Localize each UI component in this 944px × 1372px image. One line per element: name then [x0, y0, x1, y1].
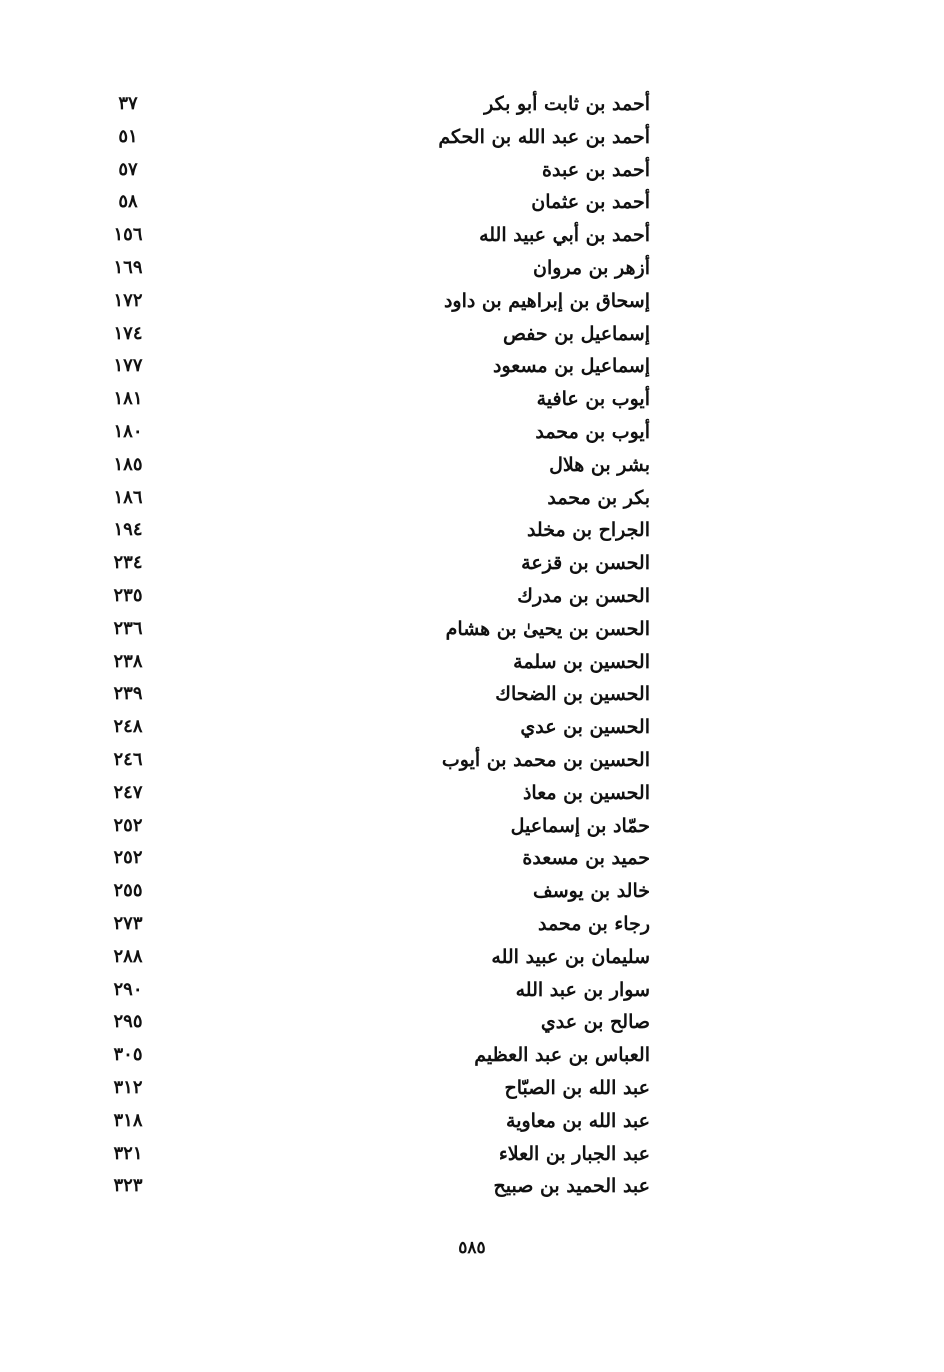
index-entry	[90, 580, 650, 613]
entry-name: أحمد بن عثمان	[531, 191, 650, 214]
index-entry	[90, 219, 650, 252]
entry-page-number: ٢٨٨	[113, 945, 143, 967]
entry-name: عبد الحميد بن صبيح	[493, 1175, 650, 1198]
entry-name: أحمد بن أبي عبيد الله	[479, 224, 650, 247]
entry-page-number: ٢٣٤	[113, 552, 143, 574]
entry-name: عبد الجبار بن العلاء	[498, 1142, 650, 1165]
index-entry	[90, 514, 650, 547]
entry-page-number: ٥٨	[118, 191, 138, 213]
entry-name: إسحاق بن إبراهيم بن داود	[443, 289, 650, 312]
entry-name: رجاء بن محمد	[537, 912, 650, 935]
index-entry	[90, 1170, 650, 1203]
entry-name: عبد الله بن الصبّاح	[504, 1076, 650, 1099]
index-entry	[90, 449, 650, 482]
entry-name: الحسين بن سلمة	[513, 650, 650, 673]
index-entry	[90, 1072, 650, 1105]
entry-name: الجراح بن مخلد	[526, 519, 650, 542]
index-entry	[90, 941, 650, 974]
entry-page-number: ٢٩٥	[113, 1011, 143, 1033]
index-entry	[90, 646, 650, 679]
entry-name: أحمد بن عبدة	[542, 158, 650, 181]
index-entry	[90, 350, 650, 383]
entry-page-number: ٢٤٦	[113, 748, 143, 770]
entry-page-number: ٣١٨	[113, 1109, 143, 1131]
entry-page-number: ٥٧	[118, 158, 138, 180]
entry-name: سوار بن عبد الله	[515, 978, 650, 1001]
name-index-list	[90, 88, 650, 1203]
entry-page-number: ١٨٦	[113, 486, 143, 508]
entry-page-number: ١٨٠	[113, 420, 143, 442]
entry-page-number: ٥١	[118, 125, 138, 147]
entry-name: أحمد بن عبد الله بن الحكم	[438, 125, 650, 148]
entry-name: عبد الله بن معاوية	[506, 1109, 650, 1132]
index-entry	[90, 1138, 650, 1171]
index-entry	[90, 88, 650, 121]
entry-name: الحسين بن محمد بن أيوب	[441, 748, 650, 771]
entry-page-number: ٣١٢	[113, 1076, 143, 1098]
entry-name: الحسين بن عدي	[520, 716, 650, 739]
entry-name: الحسن بن قزعة	[521, 552, 650, 575]
entry-name: أزهر بن مروان	[532, 256, 650, 279]
entry-page-number: ١٦٩	[113, 256, 143, 278]
entry-name: بكر بن محمد	[547, 486, 650, 509]
index-entry	[90, 547, 650, 580]
entry-page-number: ٢٥٥	[113, 880, 143, 902]
entry-name: بشر بن هلال	[549, 453, 650, 476]
page-number: ٥٨٥	[458, 1238, 486, 1258]
index-entry	[90, 744, 650, 777]
entry-page-number: ٢٥٢	[113, 847, 143, 869]
entry-name: الحسين بن معاذ	[522, 781, 650, 804]
entry-page-number: ١٧٤	[113, 322, 143, 344]
index-entry	[90, 416, 650, 449]
entry-page-number: ١٨٥	[113, 453, 143, 475]
index-entry	[90, 974, 650, 1007]
entry-page-number: ٣٢٣	[113, 1175, 143, 1197]
entry-page-number: ١٧٧	[113, 355, 143, 377]
entry-name: العباس بن عبد العظيم	[474, 1044, 650, 1067]
entry-page-number: ١٩٤	[113, 519, 143, 541]
index-entry	[90, 875, 650, 908]
index-entry	[90, 1006, 650, 1039]
entry-page-number: ١٥٦	[113, 224, 143, 246]
entry-name: سليمان بن عبيد الله	[491, 945, 650, 968]
entry-page-number: ٢٤٧	[113, 781, 143, 803]
index-entry	[90, 318, 650, 351]
entry-page-number: ١٧٢	[113, 289, 143, 311]
entry-page-number: ٢٣٩	[113, 683, 143, 705]
index-entry	[90, 842, 650, 875]
index-entry	[90, 1039, 650, 1072]
entry-name: صالح بن عدي	[540, 1011, 650, 1034]
entry-page-number: ٢٣٦	[113, 617, 143, 639]
entry-page-number: ٢٤٨	[113, 716, 143, 738]
entry-name: حمّاد بن إسماعيل	[510, 814, 650, 837]
entry-name: خالد بن يوسف	[533, 880, 650, 903]
index-entry	[90, 613, 650, 646]
entry-page-number: ٢٣٨	[113, 650, 143, 672]
index-entry	[90, 1105, 650, 1138]
entry-name: إسماعيل بن مسعود	[493, 355, 650, 378]
index-entry	[90, 678, 650, 711]
entry-page-number: ١٨١	[113, 388, 143, 410]
index-entry	[90, 711, 650, 744]
index-entry	[90, 777, 650, 810]
index-entry	[90, 482, 650, 515]
index-entry	[90, 252, 650, 285]
index-entry	[90, 285, 650, 318]
index-entry	[90, 810, 650, 843]
entry-name: أيوب بن عافية	[536, 388, 650, 411]
entry-page-number: ٢٧٣	[113, 912, 143, 934]
entry-page-number: ٢٣٥	[113, 584, 143, 606]
index-entry	[90, 383, 650, 416]
entry-name: الحسين بن الضحاك	[495, 683, 650, 706]
index-entry	[90, 121, 650, 154]
entry-name: الحسن بن يحيىٰ بن هشام	[445, 617, 650, 640]
index-entry	[90, 154, 650, 187]
entry-page-number: ٣٧	[118, 93, 138, 114]
entry-page-number: ٢٩٠	[113, 978, 143, 1000]
entry-page-number: ٢٥٢	[113, 814, 143, 836]
entry-name: أحمد بن ثابت أبو بكر	[484, 93, 650, 115]
index-entry	[90, 186, 650, 219]
entry-page-number: ٣٢١	[113, 1142, 143, 1164]
entry-name: أيوب بن محمد	[535, 420, 650, 443]
entry-name: حميد بن مسعدة	[522, 847, 650, 870]
index-entry	[90, 908, 650, 941]
entry-page-number: ٣٠٥	[113, 1044, 143, 1066]
entry-name: الحسن بن مدرك	[517, 584, 650, 607]
entry-name: إسماعيل بن حفص	[502, 322, 650, 345]
